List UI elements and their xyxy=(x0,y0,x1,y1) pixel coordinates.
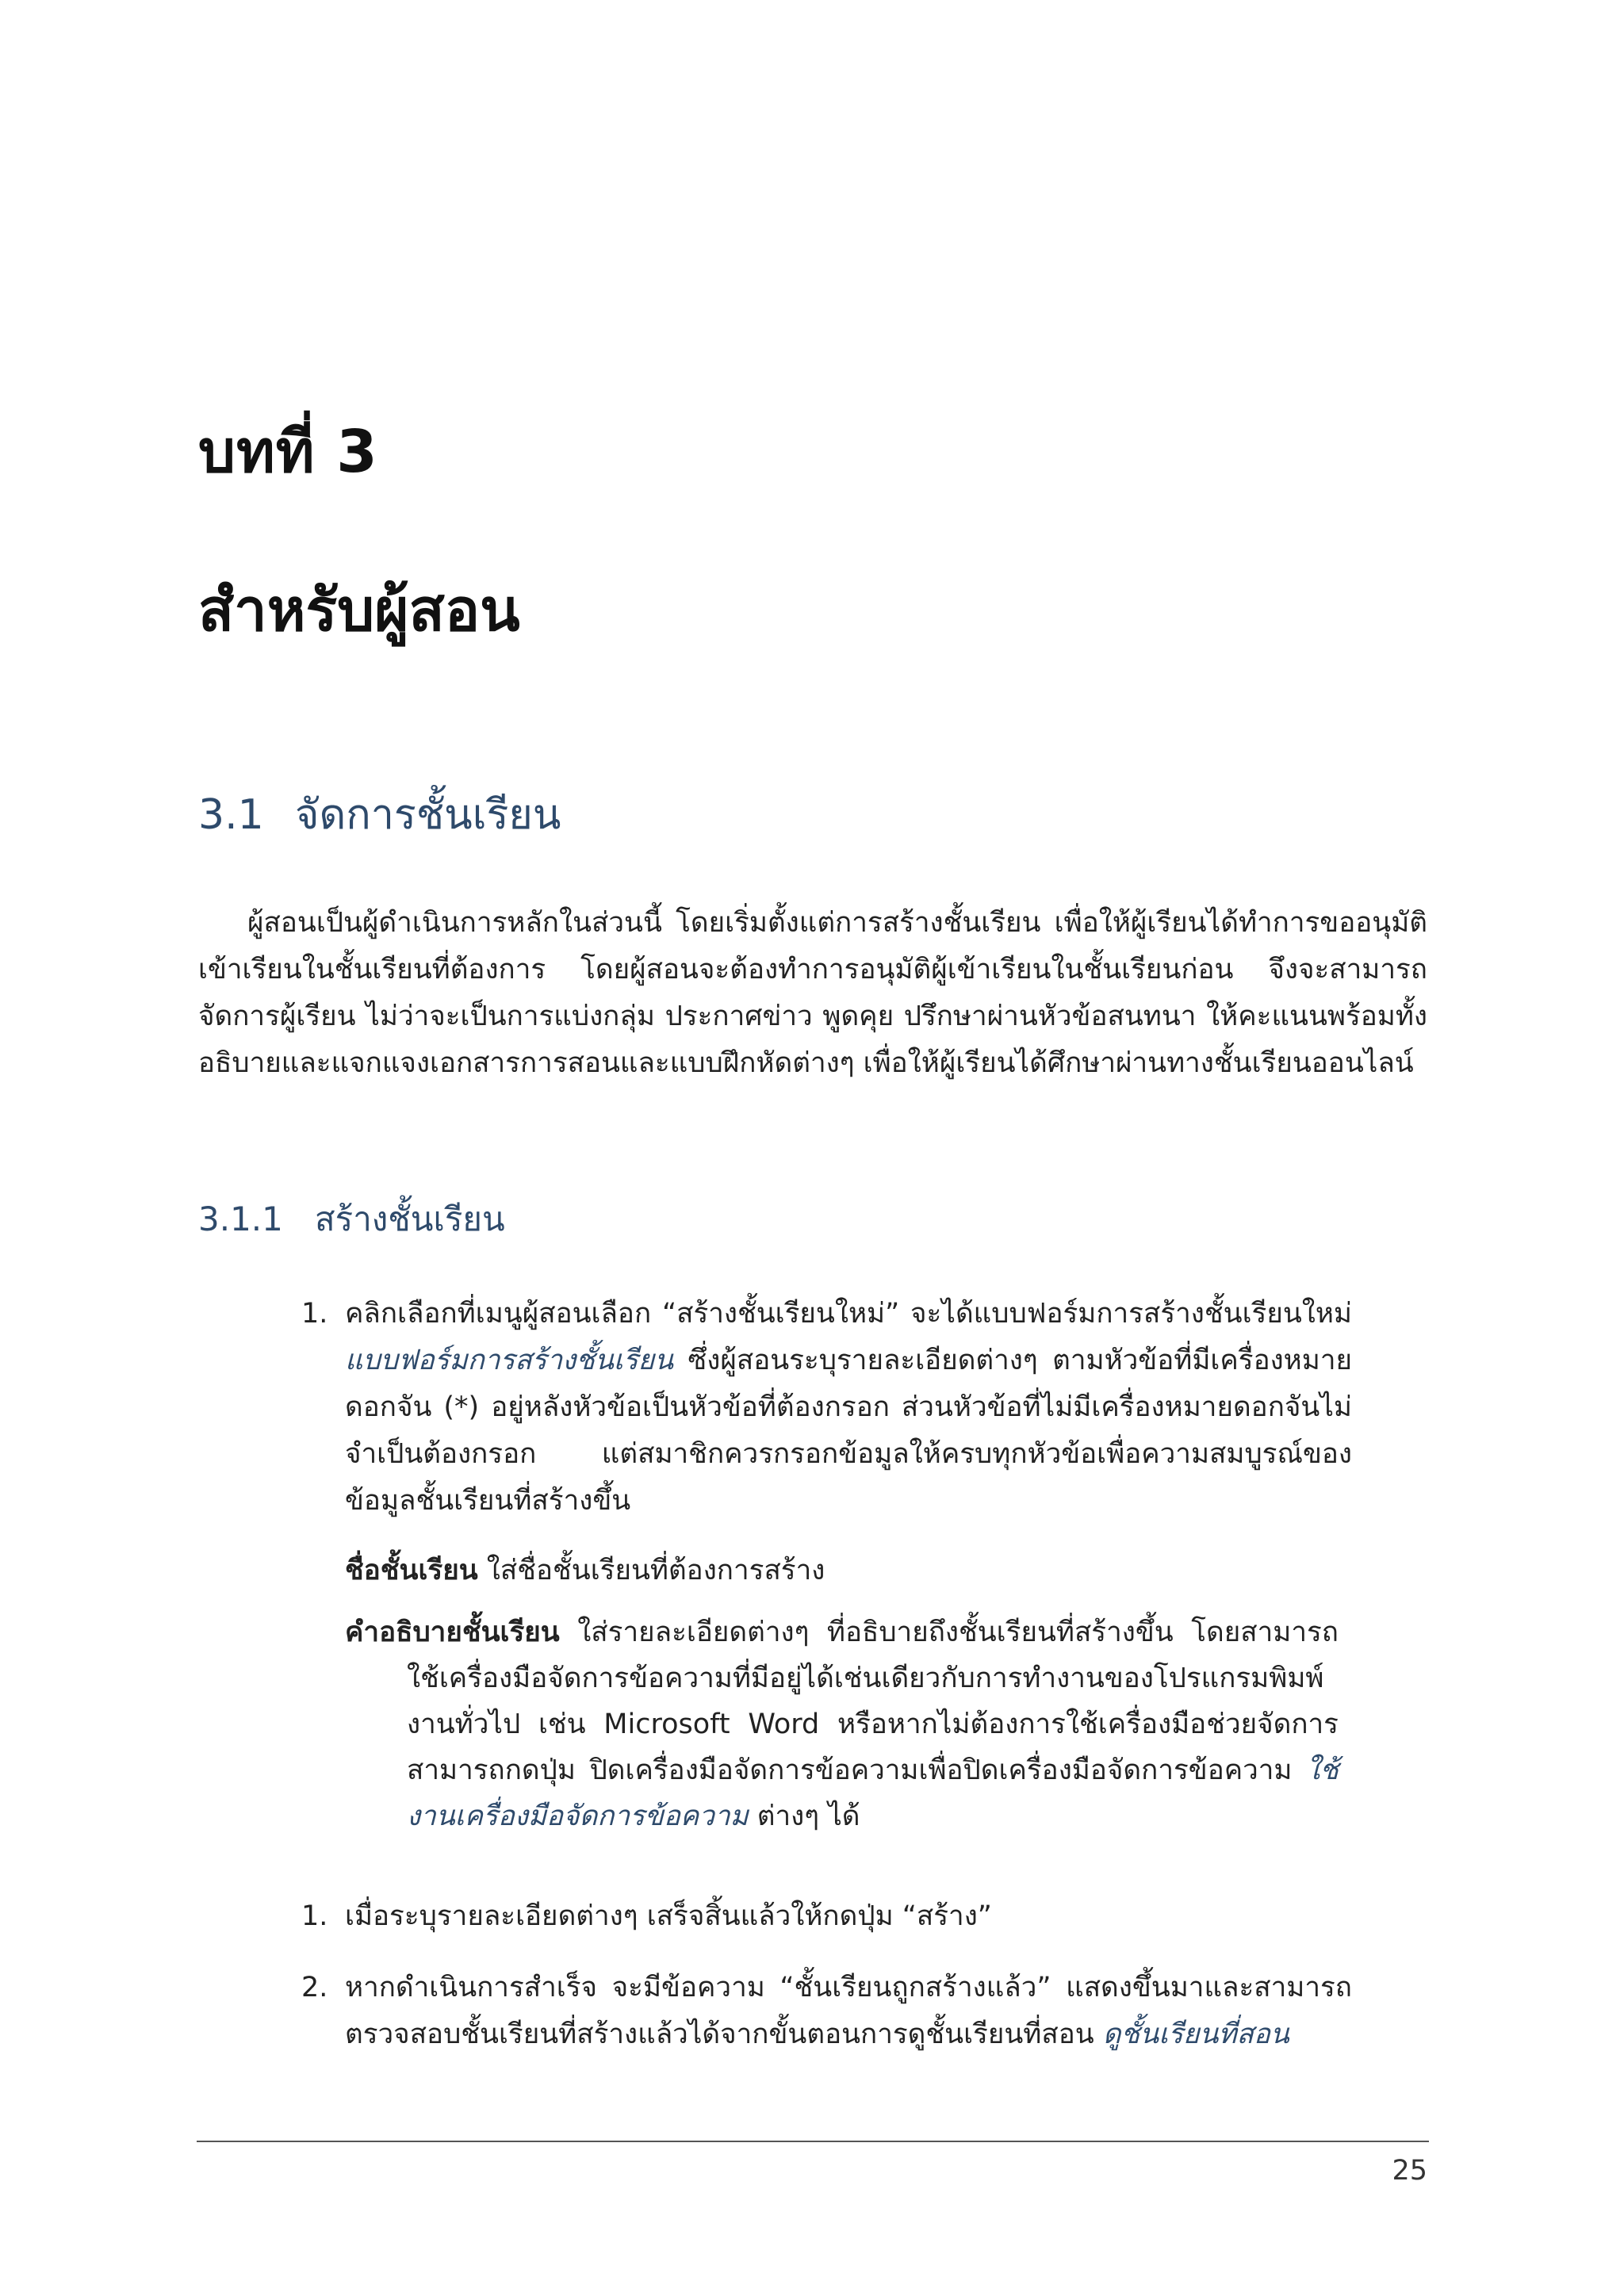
field-class-name xyxy=(345,1548,1277,1594)
step-3 xyxy=(301,1965,1352,2058)
step-list-item xyxy=(301,1893,1352,1940)
step-text: คลิกเลือกที่เมนูผู้สอนเลือก “สร้างชั้นเรียนใหม่” จะได้แบบฟอร์มการสร้างชั้นเรียนใหม่ xyxy=(345,1298,1352,1330)
step-text: หากดำเนินการสำเร็จ จะมีข้อความ “ชั้นเรียนถูกสร้างแล้ว” แสดงขึ้นมาและสามารถตรวจสอบชั้นเรียนที่สร้างแล้วได้จากขั้นตอนการดูชั้นเรียนที่สอน xyxy=(345,1972,1352,2050)
step-text: เมื่อระบุรายละเอียดต่างๆ เสร็จสิ้นแล้วให้กดปุ่ม “สร้าง” xyxy=(345,1900,992,1932)
chapter-title: สำหรับผู้สอน xyxy=(198,576,520,645)
text-editor-link[interactable]: ใช้งานเครื่องมือจัดการข้อความ xyxy=(407,1755,1339,1832)
page-number: 25 xyxy=(1392,2155,1427,2187)
footer-divider xyxy=(197,2141,1429,2142)
step-1 xyxy=(301,1291,1352,1525)
field-text: ใส่รายละเอียดต่างๆ ที่อธิบายถึงชั้นเรียนที่สร้างขึ้น โดยสามารถใช้เครื่องมือจัดการข้อความที่มีอยู่ได้เช่นเดียวกับการทำงานของโปรแกรมพิมพ์งานทั่วไป เช่น Microsoft Word หรือหากไม่ต้องการใช้เครื่องมือช่วยจัดการ สามารถกดปุ่ม ปิดเครื่องมือจัดการข้อความเพื่อปิดเครื่องมือจัดการข้อความ xyxy=(407,1617,1339,1786)
step-list-item xyxy=(301,1965,1352,2058)
section-title: จัดการชั้นเรียน xyxy=(295,791,561,839)
section-heading xyxy=(198,781,561,847)
field-class-description xyxy=(345,1609,1339,1839)
subsection-number: 3.1.1 xyxy=(198,1200,283,1238)
section-number: 3.1 xyxy=(198,791,264,839)
step-marker: 1. xyxy=(301,1900,328,1932)
section-intro-paragraph: ผู้สอนเป็นผู้ดำเนินการหลักในส่วนนี้ โดยเริ่มตั้งแต่การสร้างชั้นเรียน เพื่อให้ผู้เรียนได้ทำการขออนุมัติเข้าเรียนในชั้นเรียนที่ต้องการ โดยผู้สอนจะต้องทำการอนุมัติผู้เข้าเรียนในชั้นเรียนก่อน จึงจะสามารถจัดการผู้เรียน ไม่ว่าจะเป็นการแบ่งกลุ่ม ประกาศข่าว พูดคุย ปรึกษาผ่านหัวข้อสนทนา ให้คะแนนพร้อมทั้งอธิบายและแจกแจงเอกสารการสอนและแบบฝึกหัดต่างๆ เพื่อให้ผู้เรียนได้ศึกษาผ่านทางชั้นเรียนออนไลน์ xyxy=(198,907,1427,1079)
subsection-title: สร้างชั้นเรียน xyxy=(315,1200,505,1238)
step-list-item xyxy=(301,1291,1352,1525)
subsection-heading xyxy=(198,1193,505,1246)
step-marker: 1. xyxy=(301,1298,328,1330)
field-label: คำอธิบายชั้นเรียน xyxy=(345,1617,560,1648)
field-text-tail: ต่างๆ ได้ xyxy=(748,1800,860,1832)
create-class-form-link[interactable]: แบบฟอร์มการสร้างชั้นเรียน xyxy=(345,1345,674,1376)
view-taught-classes-link[interactable]: ดูชั้นเรียนที่สอน xyxy=(1102,2019,1289,2050)
step-2 xyxy=(301,1893,1352,1940)
step-marker: 2. xyxy=(301,1972,328,2003)
field-label: ชื่อชั้นเรียน xyxy=(345,1555,478,1586)
step-text-continued: ซึ่งผู้สอนระบุรายละเอียดต่างๆ ตามหัวข้อที่มีเครื่องหมายดอกจัน (*) อยู่หลังหัวข้อเป็นหัวข้อที่ต้องกรอก ส่วนหัวข้อที่ไม่มีเครื่องหมายดอกจันไม่จำเป็นต้องกรอก แต่สมาชิกควรกรอกข้อมูลให้ครบทุกหัวข้อเพื่อความสมบูรณ์ของข้อมูลชั้นเรียนที่สร้างขึ้น xyxy=(345,1345,1352,1517)
chapter-label: บทที่ 3 xyxy=(198,418,378,486)
field-text: ใส่ชื่อชั้นเรียนที่ต้องการสร้าง xyxy=(477,1555,825,1586)
